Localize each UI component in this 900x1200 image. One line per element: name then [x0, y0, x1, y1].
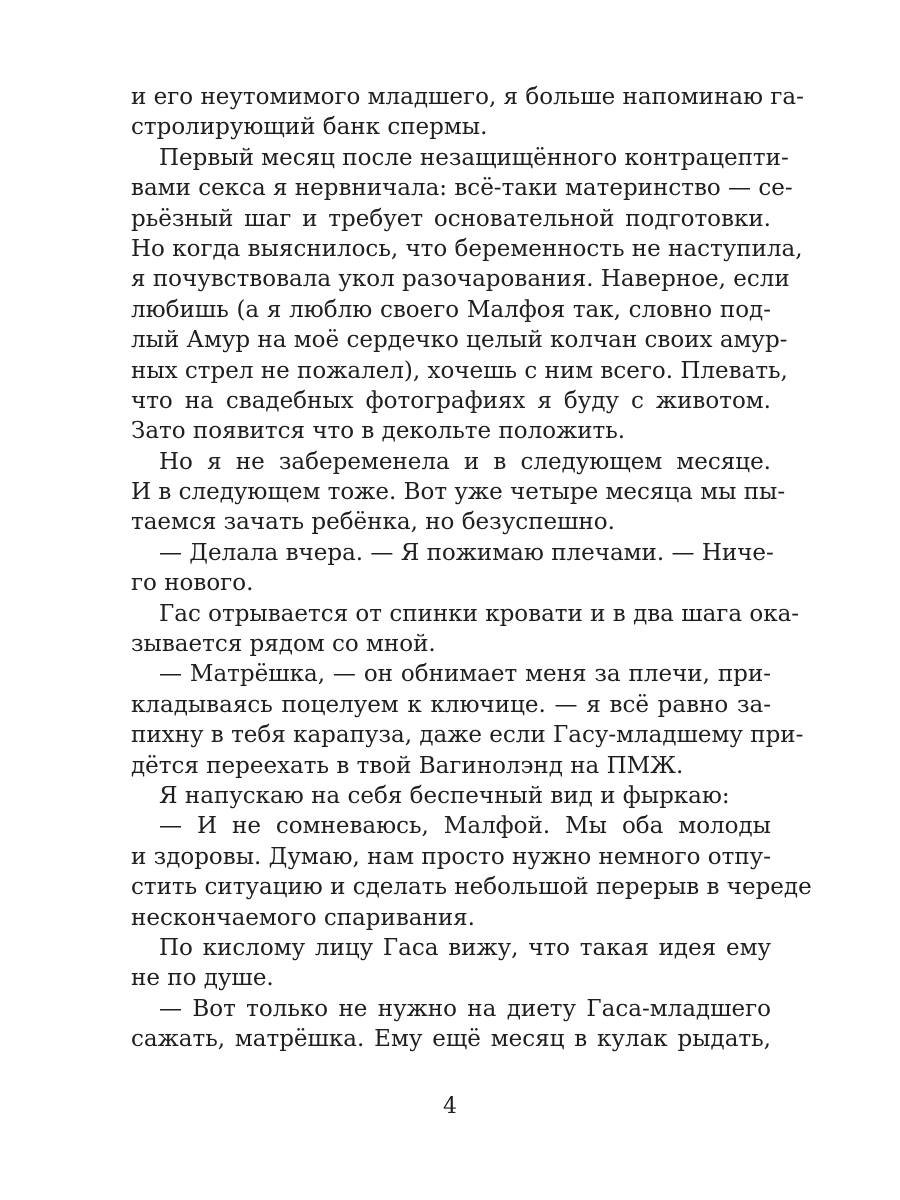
text-line: По кислому лицу Гаса вижу, что такая идея ему — [159, 934, 771, 961]
text-line: Первый месяц после незащищённого контрацепти- — [159, 144, 789, 171]
page-number: 4 — [443, 1094, 457, 1119]
text-line: — Вот только не нужно на диету Гаса-младшего — [159, 995, 771, 1022]
text-line: таемся зачать ребёнка, но безуспешно. — [131, 509, 615, 536]
text-line: И в следующем тоже. Вот уже четыре месяца мы пы- — [131, 479, 786, 506]
text-line: вами секса я нервничала: всё-таки материнство — се- — [131, 175, 793, 202]
text-line: и его неутомимого младшего, я больше напоминаю га- — [131, 84, 804, 110]
text-line: я почувствовала укол разочарования. Наверное, если — [131, 266, 790, 293]
text-line: любишь (а я люблю своего Малфоя так, словно под- — [131, 296, 771, 323]
text-line: Но я не забеременела и в следующем месяце. — [159, 448, 771, 475]
text-line: нескончаемого спаривания. — [131, 904, 475, 931]
text-line: стить ситуацию и сделать небольшой перерыв в череде — [131, 874, 812, 901]
text-line: рьёзный шаг и требует основательной подготовки. — [131, 205, 771, 232]
text-line: — Делала вчера. — Я пожимаю плечами. — Ниче- — [159, 539, 774, 566]
text-line: Я напускаю на себя беспечный вид и фыркаю: — [159, 782, 730, 809]
text-line: кладываясь поцелуем к ключице. — я всё равно за- — [131, 691, 771, 718]
text-line: что на свадебных фотографиях я буду с животом. — [131, 387, 771, 414]
text-line: и здоровы. Думаю, нам просто нужно немного отпу- — [131, 843, 771, 870]
text-line: Гас отрывается от спинки кровати и в два шага ока- — [159, 600, 800, 627]
text-line: ных стрел не пожалел), хочешь с ним всего. Плевать, — [131, 357, 788, 384]
text-line: не по душе. — [131, 965, 274, 992]
text-line: сажать, матрёшка. Ему ещё месяц в кулак рыдать, — [131, 1026, 771, 1053]
text-line: пихну в тебя карапуза, даже если Гасу-младшему при- — [131, 722, 804, 749]
text-line: лый Амур на моё сердечко целый колчан своих амур- — [131, 327, 788, 354]
text-line: го нового. — [131, 570, 254, 597]
text-line: Но когда выяснилось, что беременность не наступила, — [131, 235, 803, 262]
text-line: — Матрёшка, — он обнимает меня за плечи, при- — [159, 661, 771, 688]
text-line: стролирующий банк спермы. — [131, 114, 488, 141]
text-line: зывается рядом со мной. — [131, 631, 436, 658]
text-line: — И не сомневаюсь, Малфой. Мы оба молоды — [159, 813, 771, 840]
text-line: дётся переехать в твой Вагинолэнд на ПМЖ. — [131, 752, 684, 779]
body-text — [131, 82, 812, 1055]
text-line: Зато появится что в декольте положить. — [131, 418, 626, 445]
